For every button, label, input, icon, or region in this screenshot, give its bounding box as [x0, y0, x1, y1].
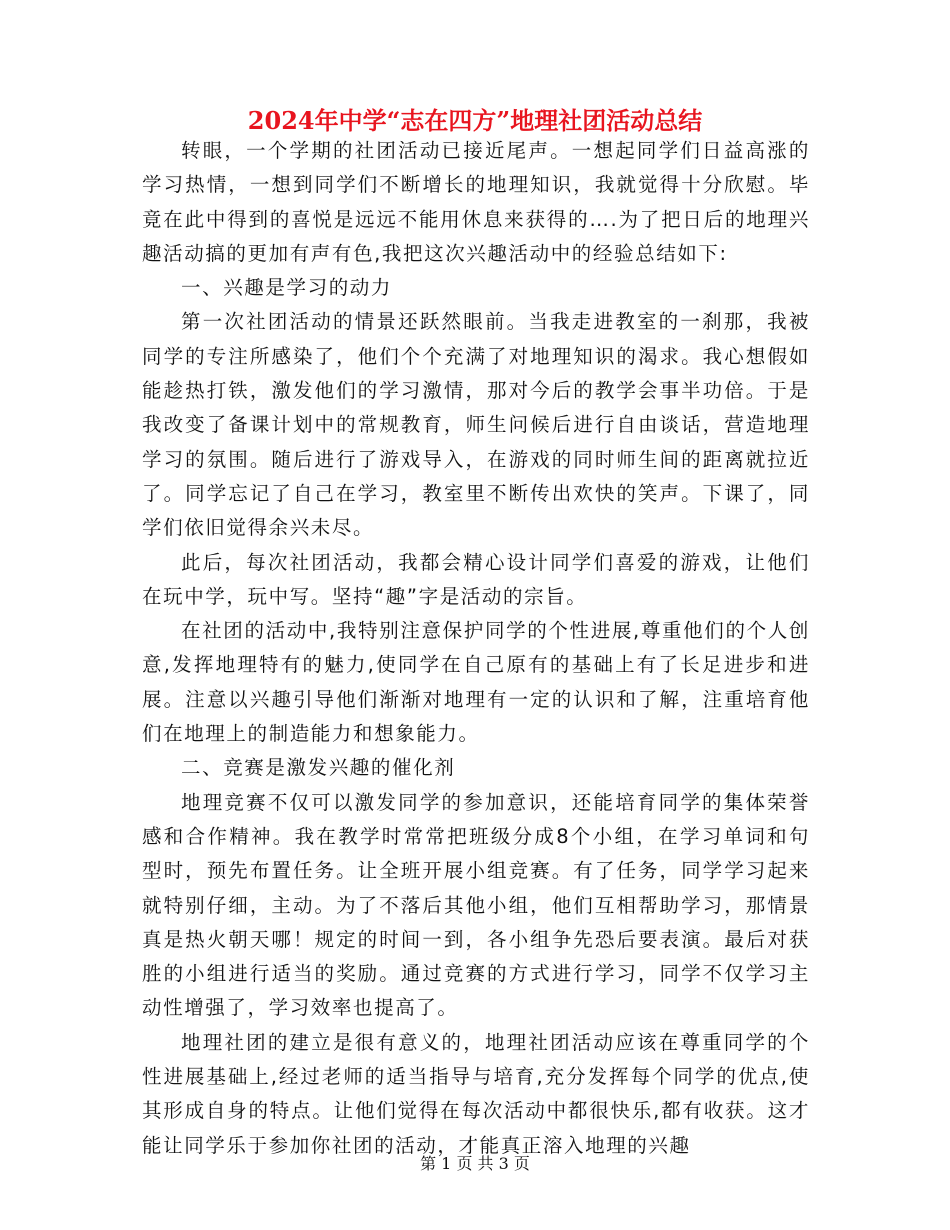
- section-heading-1: 一、兴趣是学习的动力: [181, 276, 393, 300]
- paragraph-first-activity: 第一次社团活动的情景还跃然眼前。当我走进教室的一刹那，我被同学的专注所感染了，他们个个充满了对地理知识的渴求。我心想假如能趁热打铁，激发他们的学习激情，那对今后的教学会事半功倍。于是我改变了备课计划中的常规教育，师生问候后进行自由谈话，营造地理学习的氛围。随后进行了游戏导入，在游戏的同时师生间的距离就拉近了。同学忘记了自己在学习，教室里不断传出欢快的笑声。下课了，同学们依旧觉得余兴未尽。: [142, 310, 810, 540]
- paragraph-games: 此后，每次社团活动，我都会精心设计同学们喜爱的游戏，让他们在玩中学，玩中写。坚持“趣”字是活动的宗旨。: [142, 550, 810, 608]
- section-heading-2: 二、竞赛是激发兴趣的催化剂: [181, 756, 456, 780]
- page-footer: 第 1 页 共 3 页: [420, 1154, 530, 1173]
- document-title: 2024年中学“志在四方”地理社团活动总结: [247, 106, 703, 135]
- paragraph-intro: 转眼，一个学期的社团活动已接近尾声。一想起同学们日益高涨的学习热情，一想到同学们不断增长的地理知识，我就觉得十分欣慰。毕竟在此中得到的喜悦是远远不能用休息来获得的….为了把日后的地理兴趣活动搞的更加有声有色,我把这次兴趣活动中的经验总结如下:: [142, 139, 810, 265]
- document-body: [142, 134, 810, 1163]
- paragraph-competition: 地理竞赛不仅可以激发同学的参加意识，还能培育同学的集体荣誉感和合作精神。我在教学时常常把班级分成8个小组，在学习单词和句型时，预先布置任务。让全班开展小组竞赛。有了任务，同学学习起来就特别仔细，主动。为了不落后其他小组，他们互相帮助学习，那情景真是热火朝天哪！规定的时间一到，各小组争先恐后要表演。最后对获胜的小组进行适当的奖励。通过竞赛的方式进行学习，同学不仅学习主动性增强了，学习效率也提高了。: [142, 790, 810, 1020]
- paragraph-significance: 地理社团的建立是很有意义的，地理社团活动应该在尊重同学的个性进展基础上,经过老师的适当指导与培育,充分发挥每个同学的优点,使其形成自身的特点。让他们觉得在每次活动中都很快乐,都有收获。这才能让同学乐于参加你社团的活动，才能真正溶入地理的兴趣: [142, 1030, 810, 1157]
- paragraph-individuality: 在社团的活动中,我特别注意保护同学的个性进展,尊重他们的个人创意,发挥地理特有的魅力,使同学在自己原有的基础上有了长足进步和进展。注意以兴趣引导他们渐渐对地理有一定的认识和了解，注重培育他们在地理上的制造能力和想象能力。: [142, 619, 810, 746]
